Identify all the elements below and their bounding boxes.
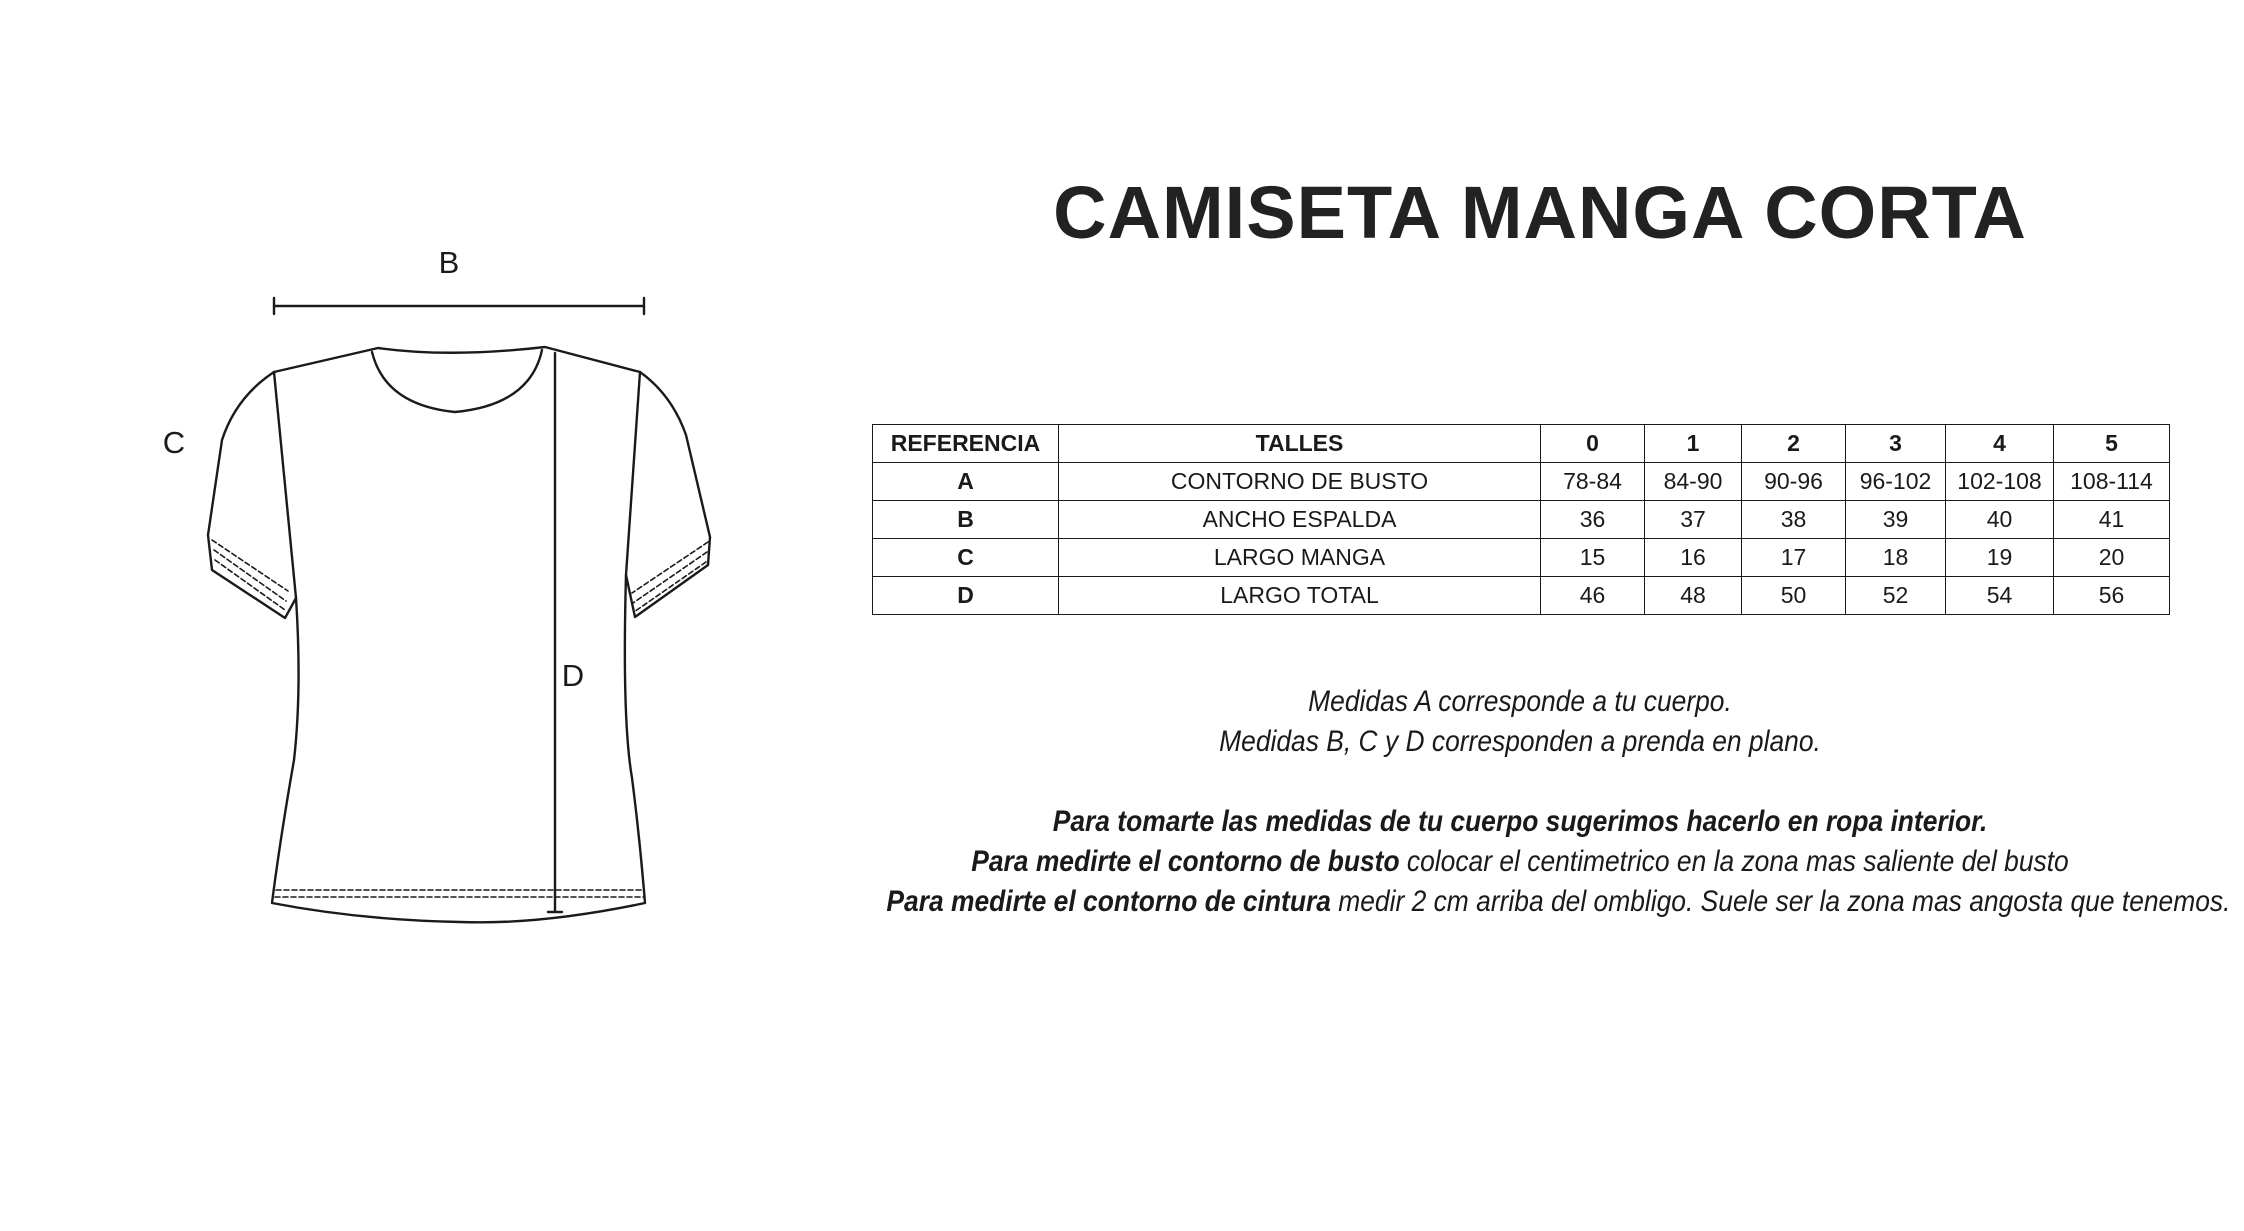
value-cell: 108-114 [2054,463,2170,501]
reference-cell: C [873,539,1059,577]
reference-cell: B [873,501,1059,539]
note-flat-measure: Medidas B, C y D corresponden a prenda en plano. [1219,725,1821,758]
value-cell: 52 [1846,577,1946,615]
value-cell: 36 [1541,501,1645,539]
measure-name-cell: ANCHO ESPALDA [1059,501,1541,539]
note-bust [886,842,2153,882]
label-d: D [561,658,585,693]
table-row [873,577,2170,615]
note-waist-lead: Para medirte el contorno de cintura [886,885,1331,918]
reference-cell: D [873,577,1059,615]
table-header-row [873,425,2170,463]
value-cell: 19 [1946,539,2054,577]
label-c: C [162,425,186,460]
value-cell: 40 [1946,501,2054,539]
table-row [873,463,2170,501]
header-cell: 2 [1742,425,1846,463]
value-cell: 38 [1742,501,1846,539]
width-measure-line [274,298,644,314]
measure-name-cell: LARGO TOTAL [1059,577,1541,615]
value-cell: 20 [2054,539,2170,577]
value-cell: 102-108 [1946,463,2054,501]
header-cell: TALLES [1059,425,1541,463]
header-cell: REFERENCIA [873,425,1059,463]
header-cell: 3 [1846,425,1946,463]
collar [372,350,542,412]
value-cell: 96-102 [1846,463,1946,501]
value-cell: 54 [1946,577,2054,615]
length-measure-line [548,353,562,912]
value-cell: 17 [1742,539,1846,577]
page-title: CAMISETA MANGA CORTA [1053,171,2027,254]
value-cell: 48 [1645,577,1742,615]
value-cell: 90-96 [1742,463,1846,501]
measure-name-cell: LARGO MANGA [1059,539,1541,577]
value-cell: 41 [2054,501,2170,539]
value-cell: 84-90 [1645,463,1742,501]
value-cell: 78-84 [1541,463,1645,501]
note-waist-text: medir 2 cm arriba del ombligo. Suele ser la zona mas angosta que tenemos. [1330,885,2231,918]
note-waist [886,882,2231,922]
value-cell: 16 [1645,539,1742,577]
label-b: B [438,245,460,280]
value-cell: 15 [1541,539,1645,577]
note-body-measure: Medidas A corresponde a tu cuerpo. [1308,685,1732,718]
header-cell: 0 [1541,425,1645,463]
header-cell: 5 [2054,425,2170,463]
reference-cell: A [873,463,1059,501]
header-cell: 4 [1946,425,2054,463]
note-bust-text: colocar el centimetrico en la zona mas saliente del busto [1399,845,2069,878]
note-underwear: Para tomarte las medidas de tu cuerpo sugerimos hacerlo en ropa interior. [1052,805,1988,838]
tshirt-sketch [0,0,800,1231]
note-bust-lead: Para medirte el contorno de busto [971,845,1400,878]
value-cell: 56 [2054,577,2170,615]
value-cell: 18 [1846,539,1946,577]
value-cell: 50 [1742,577,1846,615]
header-cell: 1 [1645,425,1742,463]
table-row [873,501,2170,539]
table-row [873,539,2170,577]
measure-name-cell: CONTORNO DE BUSTO [1059,463,1541,501]
size-chart-table [872,424,2170,615]
value-cell: 39 [1846,501,1946,539]
value-cell: 37 [1645,501,1742,539]
value-cell: 46 [1541,577,1645,615]
